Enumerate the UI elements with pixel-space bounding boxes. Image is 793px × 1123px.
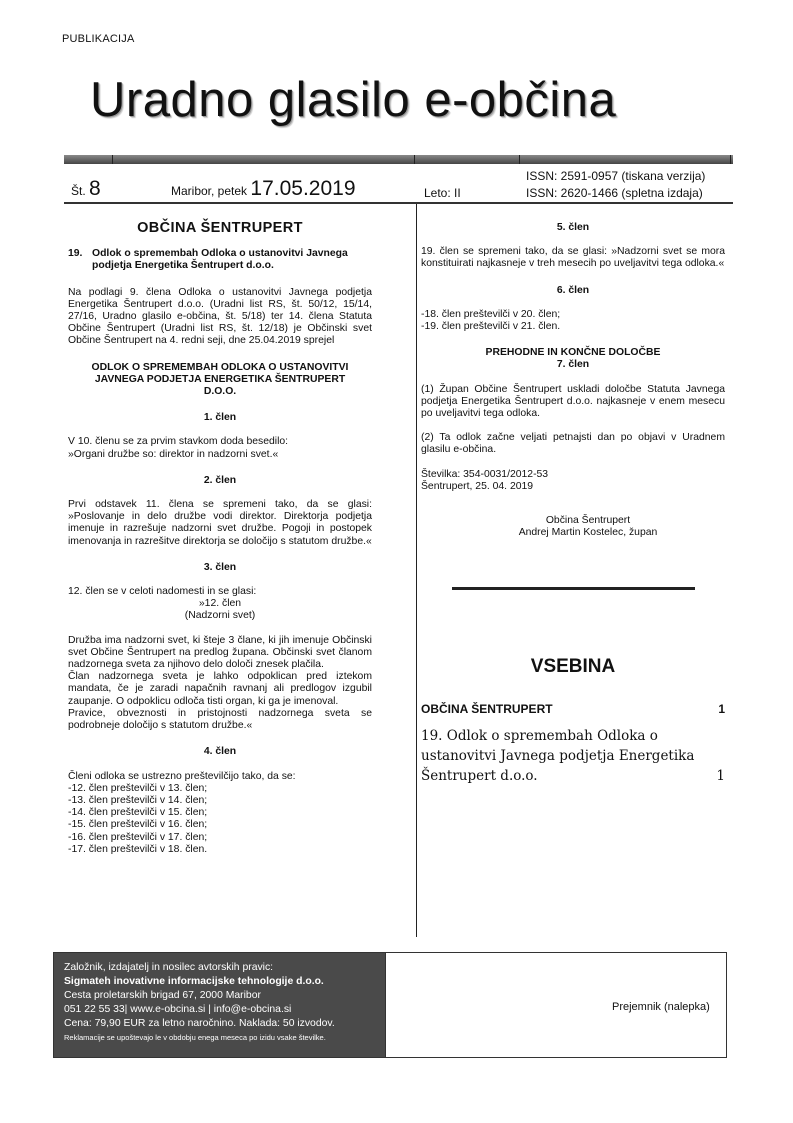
toc-heading: VSEBINA — [530, 656, 616, 677]
right-column — [421, 222, 725, 539]
issue-year: Leto: II — [424, 186, 461, 200]
act-title: ODLOK O SPREMEMBAH ODLOKA O USTANOVITVI JAVNEGA PODJETJA ENERGETIKA ŠENTRUPERT D.O.O. — [91, 361, 349, 398]
issn-online: ISSN: 2620-1466 (spletna izdaja) — [526, 186, 703, 200]
article-3-line2: »12. člen — [198, 598, 242, 610]
issue-date: Maribor, petek 17.05.2019 — [171, 177, 356, 200]
article-4-item: -15. člen preštevilči v 16. člen; — [68, 819, 208, 831]
article-3-line3: (Nadzorni svet) — [184, 610, 256, 622]
publisher-box: Založnik, izdajatelj in nosilec avtorskih pravic: Sigmateh inovativne informacijske tehnologije d.o.o. Cesta proletarskih brigad 67, 2000 Maribor 051 22 55 33| www.e-obcina.si | info@e-obcina.si Cena: 79,90 EUR za letno naročnino. Naklada: 50 izvodov. Reklamacije se upoštevajo le v obdobju enega meseca po izidu vsake številke. — [54, 953, 385, 1057]
document-number: Številka: 354-0031/2012-53 — [421, 468, 549, 480]
article-7-paragraph2: (2) Ta odlok začne veljati petnajsti dan po objavi v Uradnem glasilu e-občina. — [421, 432, 725, 456]
article-2-text: Prvi odstavek 11. člena se spremeni tako, da se glasi: »Poslovanje in delo družbe vodi direktor. Direktorja podjetja imenuje in razrešuje nadzorni svet družbe. Pogoji in postopek imenovanja in razrešitve direktorja se določijo s statutom družbe.« — [68, 499, 372, 547]
municipality-heading: OBČINA ŠENTRUPERT — [137, 220, 303, 236]
left-column — [68, 222, 372, 856]
publication-label: PUBLIKACIJA — [62, 33, 135, 45]
masthead-title: Uradno glasilo e-občina — [90, 73, 617, 127]
article-3-heading: 3. člen — [203, 561, 237, 573]
act-item-title: 19. Odlok o spremembah Odloka o ustanovitvi Javnega podjetja Energetika Šentrupert d.o.o. — [68, 248, 348, 272]
final-provisions-heading: PREHODNE IN KONČNE DOLOČBE — [485, 347, 661, 359]
publisher-footer — [53, 952, 727, 1058]
contact-line: 051 22 55 33| www.e-obcina.si | info@e-obcina.si — [64, 1004, 292, 1015]
issn-print: ISSN: 2591-0957 (tiskana verzija) — [526, 169, 706, 183]
article-6-heading: 6. člen — [556, 284, 590, 296]
article-4-item: -13. člen preštevilči v 14. člen; — [68, 794, 208, 806]
article-4-intro: Členi odloka se ustrezno preštevilčijo tako, da se: — [68, 770, 296, 782]
article-3-paragraph1: Družba ima nadzorni svet, ki šteje 3 člane, ki jih imenuje Občinski svet Občine Šentrupert na predlog župana. Občinski svet članom nadzornega sveta za njihovo delo določi znesek plačila. — [68, 634, 372, 671]
article-1-line2: »Organi družbe so: direktor in nadzorni svet.« — [68, 448, 279, 460]
article-6-line2: -19. člen preštevilči v 21. člen. — [421, 321, 561, 333]
header-rule — [64, 202, 733, 204]
article-3-line1: 12. člen se v celoti nadomesti in se glasi: — [68, 586, 257, 598]
recipient-label: Prejemnik (nalepka) — [612, 1001, 710, 1013]
article-4-item: -16. člen preštevilči v 17. člen; — [68, 831, 208, 843]
toc-entry[interactable]: 19. Odlok o spremembah Odloka o ustanovitvi Javnega podjetja Energetika Šentrupert d.o.o. 1 — [421, 728, 725, 784]
article-2-heading: 2. člen — [203, 474, 237, 486]
article-5-heading: 5. člen — [556, 222, 590, 233]
column-divider — [416, 204, 417, 937]
article-7-heading: 7. člen — [556, 359, 590, 371]
article-3-paragraph2: Član nadzornega sveta je lahko odpoklican pred iztekom mandata, če je zaradi napačnih ravnanj ali predlogov izgubil zaupanje. O odpoklicu odloča tisti organ, ki ga je imenoval. — [68, 671, 372, 707]
article-6-line1: -18. člen preštevilči v 20. člen; — [421, 308, 561, 320]
article-7-paragraph1: (1) Župan Občine Šentrupert uskladi določbe Statuta Javnega podjetja Energetika Šentrupert d.o.o. najkasneje v enem mesecu po uveljavitvi tega odloka. — [421, 383, 725, 420]
article-4-item: -17. člen preštevilči v 18. člen. — [68, 843, 208, 855]
article-4-heading: 4. člen — [203, 746, 237, 758]
signature-org: Občina Šentrupert — [545, 515, 631, 527]
article-1-line1: V 10. členu se za prvim stavkom doda besedilo: — [68, 436, 289, 448]
signature-rule — [452, 587, 695, 590]
signature-name: Andrej Martin Kostelec, župan — [518, 527, 658, 539]
place-date: Šentrupert, 25. 04. 2019 — [421, 480, 534, 492]
preamble: Na podlagi 9. člena Odloka o ustanovitvi Javnega podjetja Energetika Šentrupert d.o.o. (Uradni list RS, št. 50/12, 15/14, 27/16, Uradno glasilo e-občina, št. 5/18) ter 14. člena Statuta Občine Šentrupert (Uradni list RS, št. 12/18) je Občinski svet Občine Šentrupert na 4. redni seji, dne 25.04.2019 sprejel — [68, 286, 372, 347]
article-4-item: -12. člen preštevilči v 13. člen; — [68, 782, 208, 794]
article-5-text: 19. člen se spremeni tako, da se glasi: »Nadzorni svet se mora konstituirati najkasneje v treh mesecih po uveljavitvi tega odloka.« — [421, 246, 725, 270]
issue-number: Št. 8 — [71, 177, 101, 200]
masthead-bar — [64, 155, 733, 164]
article-4-item: -14. člen preštevilči v 15. člen; — [68, 807, 208, 819]
recipient-label-box — [385, 953, 727, 1057]
article-1-heading: 1. člen — [203, 412, 237, 424]
toc-section: OBČINA ŠENTRUPERT 1 — [421, 702, 725, 716]
article-3-paragraph3: Pravice, obveznosti in pristojnosti nadzornega sveta se podrobneje določijo s statutom družbe.« — [68, 707, 372, 732]
